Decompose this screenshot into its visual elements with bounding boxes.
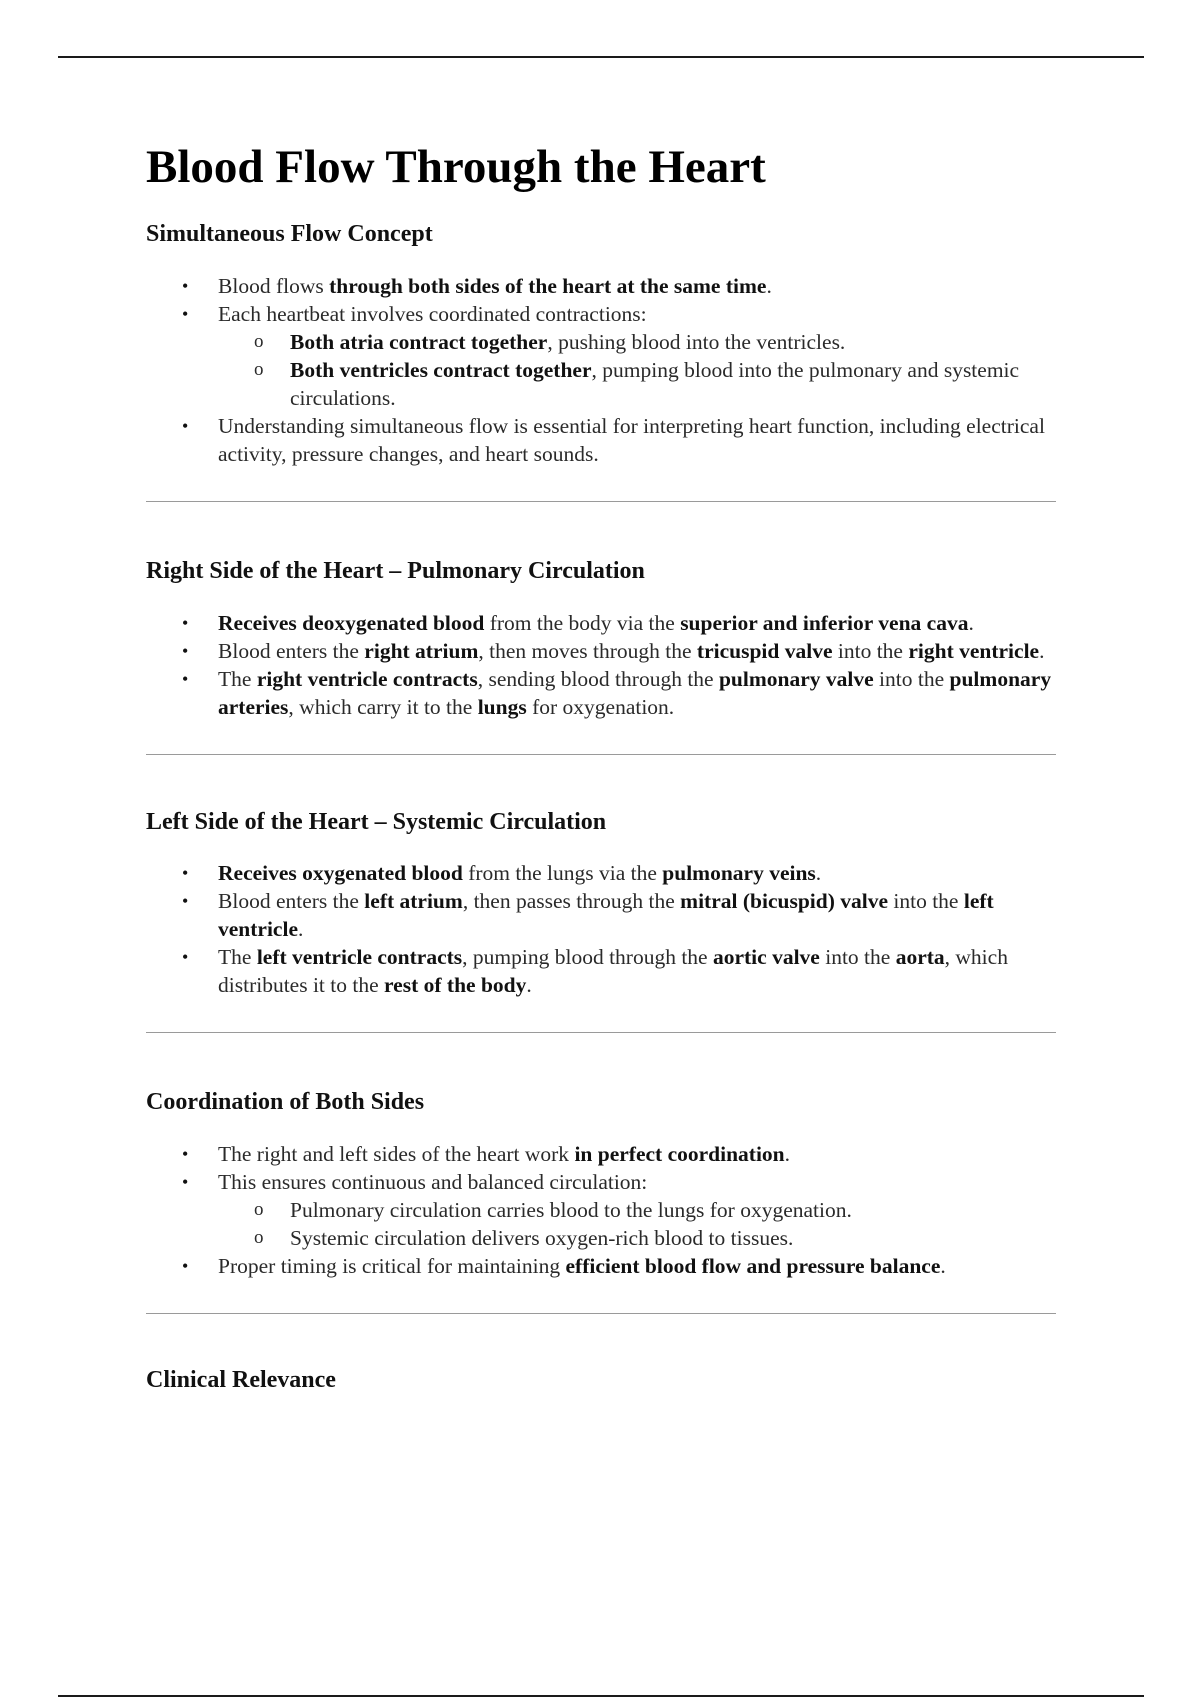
bold-text: pulmonary arteries bbox=[218, 666, 1052, 719]
text-run: The bbox=[218, 945, 257, 970]
bullet-dot-icon: • bbox=[182, 275, 189, 296]
text-run: , which carry it to the bbox=[288, 694, 478, 719]
bullet-dot-icon: • bbox=[182, 1256, 189, 1277]
list-item bbox=[146, 1140, 1056, 1168]
bold-text: mitral (bicuspid) valve bbox=[680, 889, 889, 914]
page-bottom-rule bbox=[58, 1695, 1144, 1697]
circle-bullet-icon: o bbox=[254, 1227, 264, 1249]
text-run: Blood flows bbox=[218, 273, 330, 298]
text-run: Understanding simultaneous flow is essential for interpreting heart function, including electrical activity, pressure changes, and heart sounds. bbox=[218, 413, 1045, 466]
bold-text: Receives deoxygenated blood bbox=[218, 610, 485, 635]
section-divider bbox=[146, 501, 1056, 502]
document-body bbox=[146, 140, 1056, 1395]
text-run: . bbox=[766, 273, 772, 298]
text-run: . bbox=[815, 861, 822, 886]
sub-list-item bbox=[218, 328, 1056, 356]
section-divider bbox=[146, 754, 1056, 755]
sub-list bbox=[218, 1196, 1056, 1252]
bold-text: Both atria contract together bbox=[290, 329, 548, 354]
text-run: Each heartbeat involves coordinated contractions: bbox=[218, 301, 647, 326]
text-run: , then moves through the bbox=[478, 638, 697, 663]
text-run: into the bbox=[819, 945, 896, 970]
text-run: . bbox=[968, 610, 974, 635]
list-item bbox=[146, 1168, 1056, 1252]
bullet-dot-icon: • bbox=[182, 1144, 189, 1165]
bullet-dot-icon: • bbox=[182, 947, 189, 968]
text-run: Blood enters the bbox=[218, 638, 365, 663]
text-run: from the lungs via the bbox=[462, 861, 663, 886]
bold-text: Receives oxygenated blood bbox=[218, 861, 463, 886]
bold-text: right ventricle contracts bbox=[256, 666, 478, 691]
text-run: into the bbox=[873, 666, 950, 691]
text-run: , pushing blood into the ventricles. bbox=[547, 329, 846, 354]
text-run: into the bbox=[888, 889, 964, 914]
section-left-side bbox=[146, 808, 1056, 1000]
section-heading: Left Side of the Heart – Systemic Circulation bbox=[146, 808, 607, 835]
text-run: , which distributes it to the bbox=[218, 945, 1008, 998]
list-item bbox=[146, 272, 1056, 300]
text-run: , then passes through the bbox=[462, 889, 681, 914]
bullet-dot-icon: • bbox=[182, 863, 189, 884]
text-run: Blood enters the bbox=[218, 889, 365, 914]
section-simultaneous-flow bbox=[146, 220, 1056, 468]
bold-text: efficient blood flow and pressure balance bbox=[565, 1254, 941, 1279]
text-run: . bbox=[940, 1254, 946, 1279]
list-item bbox=[146, 665, 1056, 721]
section-clinical-relevance bbox=[146, 1366, 1056, 1395]
text-run: , sending blood through the bbox=[477, 666, 719, 691]
bold-text: pulmonary veins bbox=[662, 861, 816, 886]
text-run: . bbox=[298, 917, 304, 942]
section-heading: Clinical Relevance bbox=[146, 1367, 336, 1394]
bold-text: through both sides of the heart at the same time bbox=[329, 273, 767, 298]
bullet-list bbox=[146, 859, 1056, 999]
list-item bbox=[146, 412, 1056, 468]
bold-text: aortic valve bbox=[712, 945, 820, 970]
text-run: The bbox=[218, 666, 257, 691]
bold-text: pulmonary valve bbox=[718, 666, 874, 691]
sub-list-item bbox=[218, 356, 1056, 412]
section-heading: Coordination of Both Sides bbox=[146, 1089, 425, 1116]
bold-text: right ventricle bbox=[908, 638, 1040, 663]
bold-text: left atrium bbox=[364, 889, 463, 914]
bullet-dot-icon: • bbox=[182, 612, 189, 633]
text-run: for oxygenation. bbox=[526, 694, 675, 719]
circle-bullet-icon: o bbox=[254, 330, 264, 352]
section-coordination bbox=[146, 1088, 1056, 1280]
text-run: into the bbox=[832, 638, 909, 663]
bullet-list bbox=[146, 272, 1056, 468]
list-item bbox=[146, 637, 1056, 665]
bullet-dot-icon: • bbox=[182, 668, 189, 689]
text-run: . bbox=[1039, 638, 1045, 663]
bold-text: tricuspid valve bbox=[696, 638, 833, 663]
text-run: , pumping blood through the bbox=[462, 945, 713, 970]
section-right-side bbox=[146, 557, 1056, 721]
text-run: . bbox=[526, 973, 532, 998]
section-heading: Right Side of the Heart – Pulmonary Circulation bbox=[146, 557, 645, 584]
bullet-list bbox=[146, 609, 1056, 721]
bullet-dot-icon: • bbox=[182, 640, 189, 661]
bold-text: Both ventricles contract together bbox=[290, 357, 592, 382]
bullet-dot-icon: • bbox=[182, 303, 189, 324]
bullet-list bbox=[146, 1140, 1056, 1280]
page-title: Blood Flow Through the Heart bbox=[146, 141, 766, 193]
bullet-dot-icon: • bbox=[182, 1172, 189, 1193]
section-divider bbox=[146, 1313, 1056, 1314]
bold-text: rest of the body bbox=[384, 973, 527, 998]
circle-bullet-icon: o bbox=[254, 1199, 264, 1221]
bold-text: superior and inferior vena cava bbox=[680, 610, 969, 635]
bold-text: lungs bbox=[477, 694, 527, 719]
text-run: The right and left sides of the heart work bbox=[218, 1142, 575, 1167]
text-run: Systemic circulation delivers oxygen-rich blood to tissues. bbox=[290, 1226, 794, 1251]
bold-text: in perfect coordination bbox=[574, 1142, 785, 1167]
text-run: Pulmonary circulation carries blood to the lungs for oxygenation. bbox=[290, 1198, 852, 1223]
list-item bbox=[146, 859, 1056, 887]
section-divider bbox=[146, 1032, 1056, 1033]
sub-list bbox=[218, 328, 1056, 412]
sub-list-item bbox=[218, 1196, 1056, 1224]
list-item bbox=[146, 300, 1056, 412]
bullet-dot-icon: • bbox=[182, 891, 189, 912]
circle-bullet-icon: o bbox=[254, 358, 264, 380]
bold-text: left ventricle contracts bbox=[256, 945, 463, 970]
sub-list-item bbox=[218, 1224, 1056, 1252]
bold-text: right atrium bbox=[364, 638, 479, 663]
text-run: , pumping blood into the pulmonary and systemic circulations. bbox=[290, 357, 1020, 410]
text-run: This ensures continuous and balanced circulation: bbox=[218, 1170, 648, 1195]
list-item bbox=[146, 1252, 1056, 1280]
list-item bbox=[146, 609, 1056, 637]
list-item bbox=[146, 887, 1056, 943]
bold-text: aorta bbox=[895, 945, 945, 970]
list-item bbox=[146, 943, 1056, 999]
text-run: from the body via the bbox=[484, 610, 681, 635]
bold-text: left ventricle bbox=[218, 889, 994, 942]
text-run: . bbox=[784, 1142, 791, 1167]
text-run: Proper timing is critical for maintaining bbox=[218, 1254, 566, 1279]
section-heading: Simultaneous Flow Concept bbox=[146, 221, 433, 248]
page-top-rule bbox=[58, 56, 1144, 58]
bullet-dot-icon: • bbox=[182, 415, 189, 436]
